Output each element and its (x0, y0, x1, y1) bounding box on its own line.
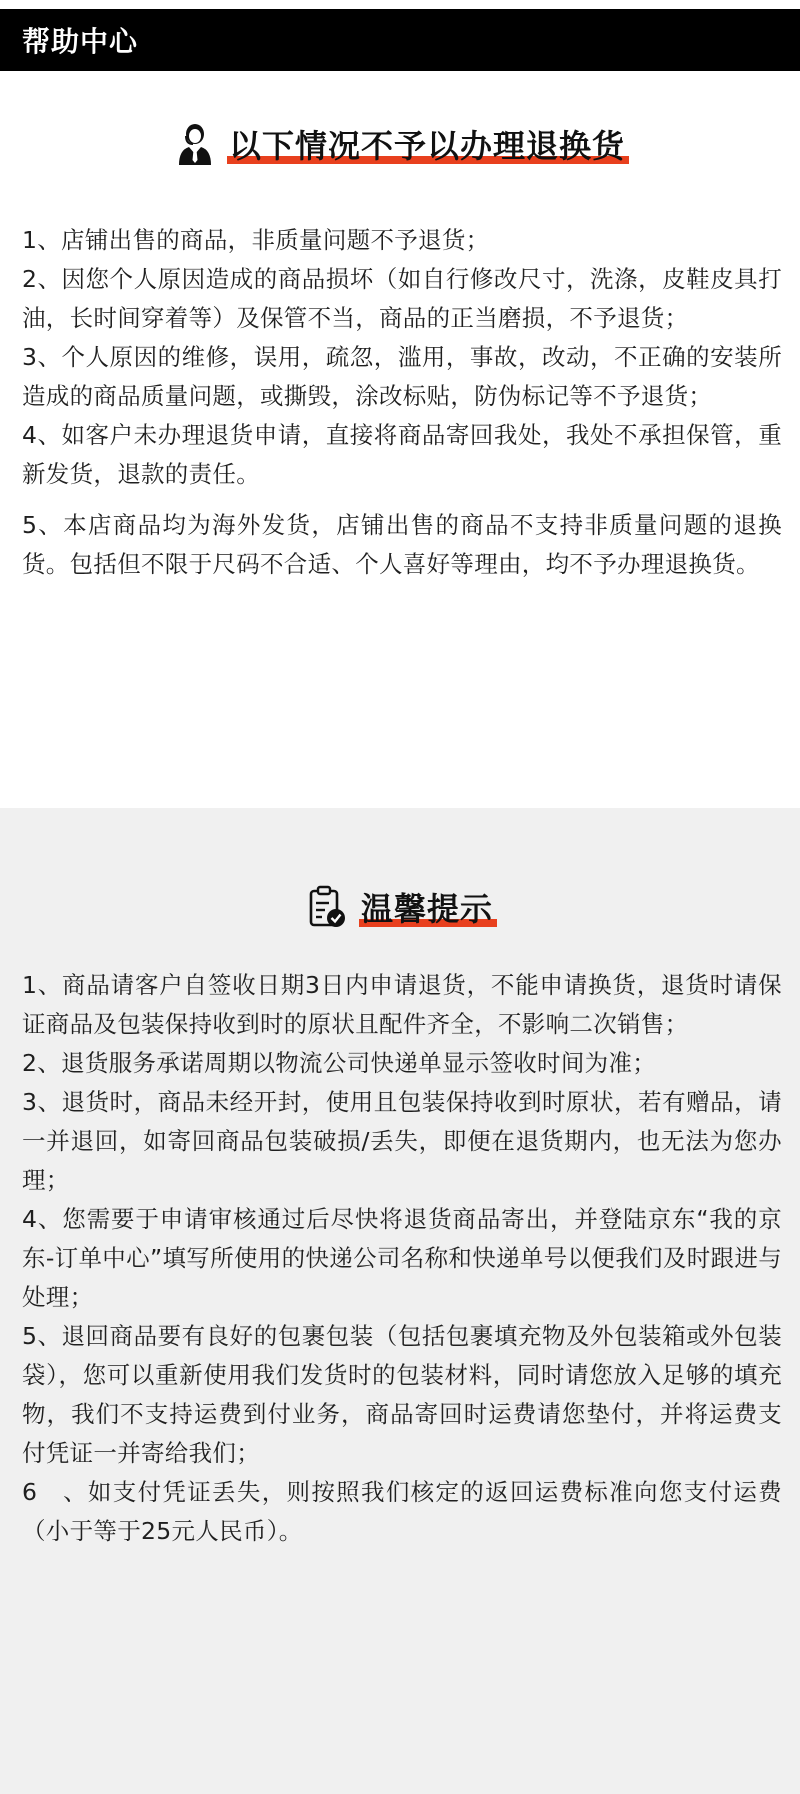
no-return-heading (0, 121, 800, 167)
clipboard-check-icon (307, 885, 347, 929)
list-item: 2、因您个人原因造成的商品损坏（如自行修改尺寸，洗涤，皮鞋皮具打油，长时间穿着等）及保管不当，商品的正当磨损，不予退货； (22, 265, 782, 332)
list-item: 1、商品请客户自签收日期3日内申请退货，不能申请换货，退货时请保证商品及包装保持收到时的原状且配件齐全，不影响二次销售； (22, 971, 782, 1038)
list-item: 4、您需要于申请审核通过后尽快将退货商品寄出，并登陆京东“我的京东-订单中心”填写所使用的快递公司名称和快递单号以便我们及时跟进与处理； (22, 1205, 782, 1311)
list-item: 3、退货时，商品未经开封，使用且包装保持收到时原状，若有赠品，请一并退回，如寄回商品包装破损/丢失，即便在退货期内，也无法为您办理； (22, 1088, 782, 1194)
tips-heading-text: 温馨提示 (360, 890, 493, 928)
page-title: 帮助中心 (22, 25, 139, 58)
tips-heading-wrap (361, 884, 493, 930)
list-item: 5、本店商品均为海外发货，店铺出售的商品不支持非质量问题的退换货。包括但不限于尺码不合适、个人喜好等理由，均不予办理退换货。 (22, 511, 782, 578)
no-return-heading-wrap (229, 121, 625, 167)
tips-heading (0, 884, 800, 930)
customer-service-agent-icon (175, 122, 215, 166)
list-item: 4、如客户未办理退货申请，直接将商品寄回我处，我处不承担保管，重新发货，退款的责任。 (22, 421, 782, 488)
tips-section (0, 808, 800, 1794)
tips-list (22, 966, 782, 1551)
list-item: 6 、如支付凭证丢失，则按照我们核定的返回运费标准向您支付运费（小于等于25元人民币）。 (22, 1478, 782, 1545)
no-return-list (22, 221, 782, 584)
list-item: 1、店铺出售的商品，非质量问题不予退货； (22, 226, 490, 254)
list-item: 2、退货服务承诺周期以物流公司快递单显示签收时间为准； (22, 1049, 657, 1077)
header-bar (0, 9, 800, 71)
list-item: 3、个人原因的维修，误用，疏忽，滥用，事故，改动，不正确的安装所造成的商品质量问题，或撕毁，涂改标贴，防伪标记等不予退货； (22, 343, 782, 410)
top-gap (0, 0, 800, 9)
no-return-section (0, 71, 800, 808)
no-return-heading-text: 以下情况不予以办理退换货 (228, 127, 625, 165)
list-item: 5、退回商品要有良好的包裹包装（包括包裹填充物及外包装箱或外包装袋），您可以重新使用我们发货时的包装材料，同时请您放入足够的填充物，我们不支持运费到付业务，商品寄回时运费请您垫付，并将运费支付凭证一并寄给我们； (22, 1322, 782, 1467)
